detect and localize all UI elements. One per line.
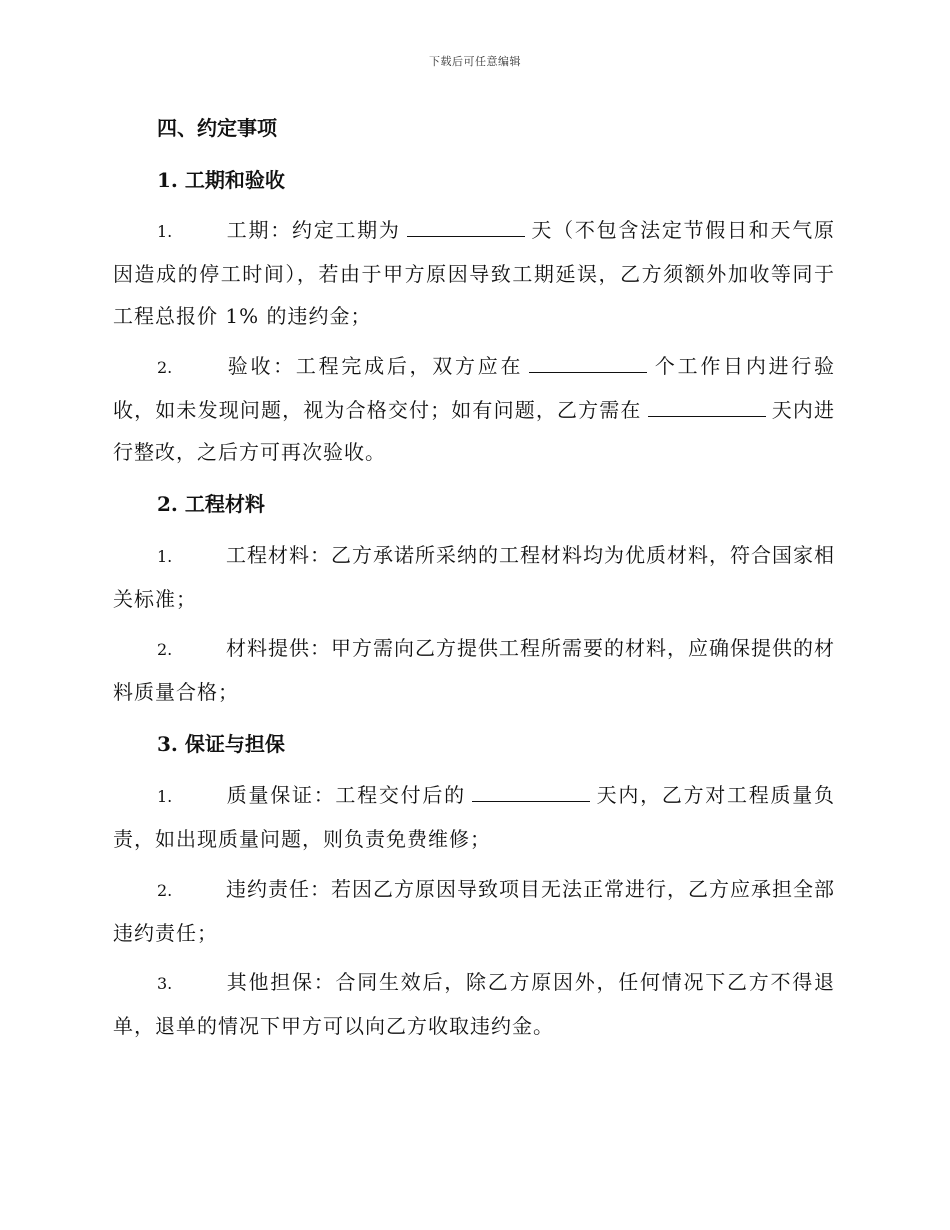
clause-number: 3.: [157, 974, 173, 993]
clause-number: 1.: [157, 547, 173, 566]
clause-3-3: [113, 961, 835, 1047]
clause-text: 天内，乙方对工程质量负责，如出现质量问题，则负责免费维修；: [113, 783, 836, 851]
fill-blank[interactable]: [472, 783, 590, 802]
clause-text: 违约责任：若因乙方原因导致项目无法正常进行，乙方应承担全部违约责任；: [113, 877, 835, 945]
clause-number: 2.: [157, 358, 173, 377]
clause-text: 材料提供：甲方需向乙方提供工程所需要的材料，应确保提供的材料质量合格；: [113, 636, 835, 704]
fill-blank[interactable]: [648, 398, 766, 417]
clause-text: 验收：工程完成后，双方应在: [226, 354, 524, 378]
section-title: 四、约定事项: [157, 116, 277, 140]
header-note: 下载后可任意编辑: [429, 55, 521, 68]
clause-3-2: [113, 868, 835, 954]
clause-text: 质量保证：工程交付后的: [226, 783, 466, 807]
clause-1-1: [113, 209, 835, 337]
subsection-title-2: 2. 工程材料: [157, 492, 265, 516]
clause-text: 天内进行整改，之后方可再次验收。: [113, 398, 836, 464]
clause-2-2: [113, 627, 835, 713]
clause-3-1: [113, 774, 835, 860]
clause-text: 天（不包含法定节假日和天气原因造成的停工时间），若由于甲方原因导致工期延误，乙方须额外加收等同于工程总报价 1% 的违约金；: [113, 218, 836, 328]
clause-text: 工程材料：乙方承诺所采纳的工程材料均为优质材料，符合国家相关标准；: [113, 543, 835, 611]
clause-number: 2.: [157, 881, 173, 900]
clause-number: 1.: [157, 222, 173, 241]
subsection-title-3: 3. 保证与担保: [157, 732, 285, 756]
clause-text: 其他担保：合同生效后，除乙方原因外，任何情况下乙方不得退单，退单的情况下甲方可以向乙方收取违约金。: [113, 970, 835, 1038]
fill-blank[interactable]: [407, 218, 525, 237]
clause-text: 个工作日内进行验收，如未发现问题，视为合格交付；如有问题，乙方需在: [113, 354, 836, 422]
clause-text: 工期：约定工期为: [226, 218, 401, 242]
clause-number: 1.: [157, 787, 173, 806]
clause-1-2: [113, 345, 835, 473]
fill-blank[interactable]: [529, 354, 647, 373]
subsection-title-1: 1. 工期和验收: [157, 168, 285, 192]
clause-number: 2.: [157, 640, 173, 659]
clause-2-1: [113, 534, 835, 620]
